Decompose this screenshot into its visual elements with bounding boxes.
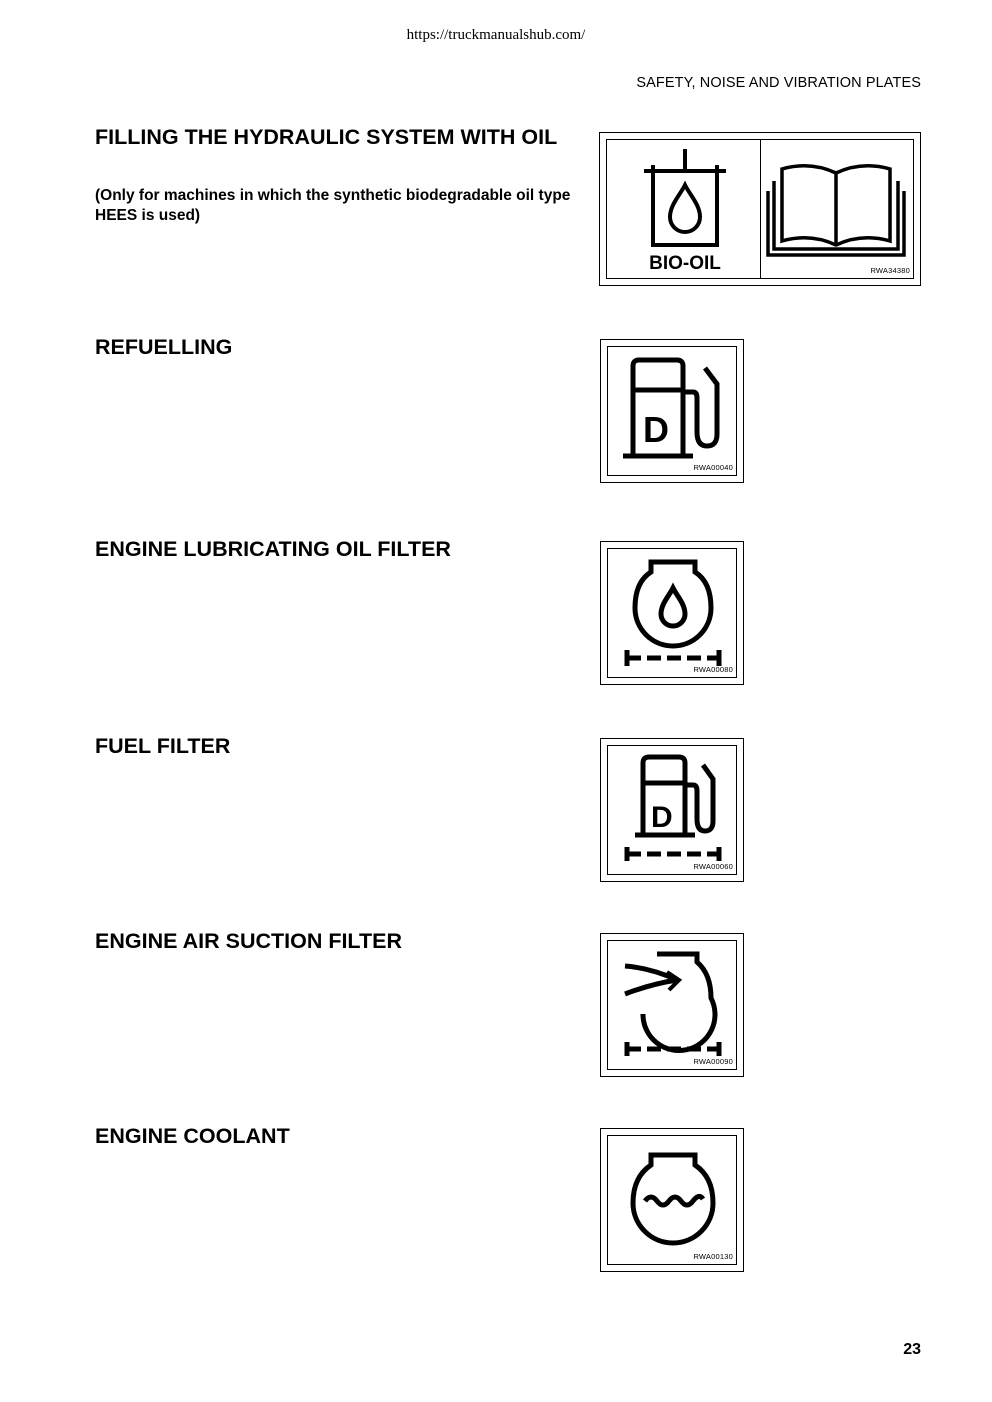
section-title-engine-oil-filter: ENGINE LUBRICATING OIL FILTER (95, 537, 451, 561)
section-title-fuel-filter: FUEL FILTER (95, 734, 231, 758)
svg-text:D: D (643, 409, 669, 450)
section-title-hydraulic-oil: FILLING THE HYDRAULIC SYSTEM WITH OIL (95, 125, 558, 149)
section-title-refuelling: REFUELLING (95, 335, 233, 359)
page-header: SAFETY, NOISE AND VIBRATION PLATES (636, 75, 921, 91)
plate-code: RWA34380 (870, 266, 910, 275)
plate-fuel-filter (600, 738, 744, 882)
plate-air-filter (600, 933, 744, 1077)
svg-text:D: D (651, 801, 673, 834)
section-title-air-filter: ENGINE AIR SUCTION FILTER (95, 929, 402, 953)
plate-code: RWA00090 (693, 1057, 733, 1066)
section-title-engine-coolant: ENGINE COOLANT (95, 1124, 290, 1148)
plate-engine-oil-filter (600, 541, 744, 685)
plate-code: RWA00080 (693, 665, 733, 674)
plate-engine-coolant (600, 1128, 744, 1272)
plate-code: RWA00040 (693, 463, 733, 472)
page-number: 23 (903, 1341, 921, 1358)
bio-oil-label: BIO-OIL (649, 253, 721, 274)
source-url[interactable]: https://truckmanualshub.com/ (406, 27, 586, 43)
plate-code: RWA00130 (693, 1252, 733, 1261)
plate-hydraulic-oil (599, 132, 921, 286)
section-note-hydraulic-oil: (Only for machines in which the synthetic biodegradable oil type HEES is used) (95, 187, 571, 224)
manual-book-icon (768, 166, 904, 255)
plate-refuelling (600, 339, 744, 483)
plate-code: RWA00060 (693, 862, 733, 871)
